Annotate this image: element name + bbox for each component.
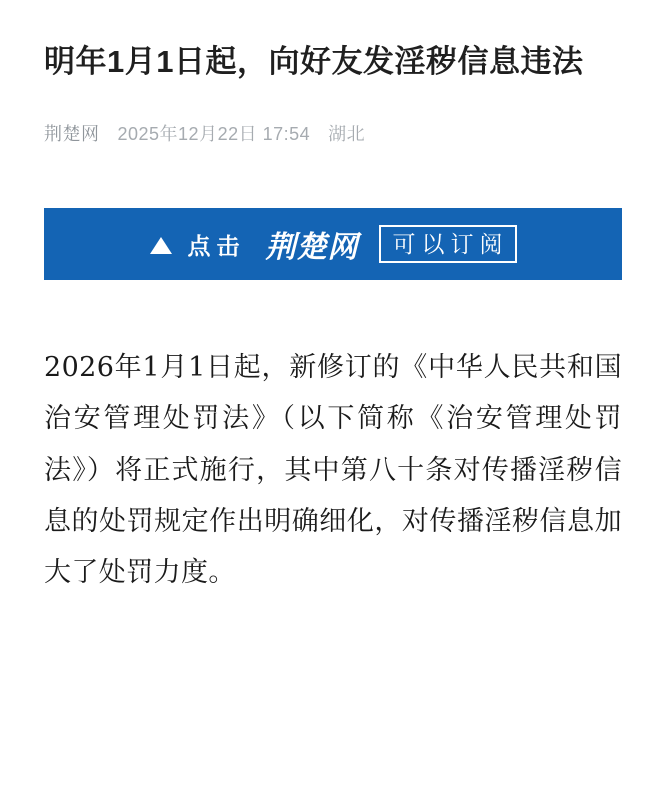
triangle-up-icon — [150, 237, 172, 254]
banner-brand-logo: 荆楚网 — [265, 230, 359, 266]
article-timestamp: 2025年12月22日 17:54 — [117, 124, 311, 145]
subscribe-banner[interactable] — [44, 208, 622, 280]
page-title: 明年1月1日起，向好友发淫秽信息违法 — [44, 44, 584, 79]
banner-click-label: 点击 — [187, 232, 246, 259]
article-meta — [44, 120, 622, 146]
article-region: 湖北 — [328, 124, 366, 145]
article-source[interactable]: 荆楚网 — [44, 124, 100, 145]
subscribe-button[interactable]: 可以订阅 — [379, 225, 517, 264]
article-paragraph: 2026年1月1日起，新修订的《中华人民共和国治安管理处罚法》（以下简称《治安管理处罚法》）将正式施行，其中第八十条对传播淫秽信息的处罚规定作出明确细化，对传播淫秽信息加大了处罚力度。 — [44, 352, 622, 589]
